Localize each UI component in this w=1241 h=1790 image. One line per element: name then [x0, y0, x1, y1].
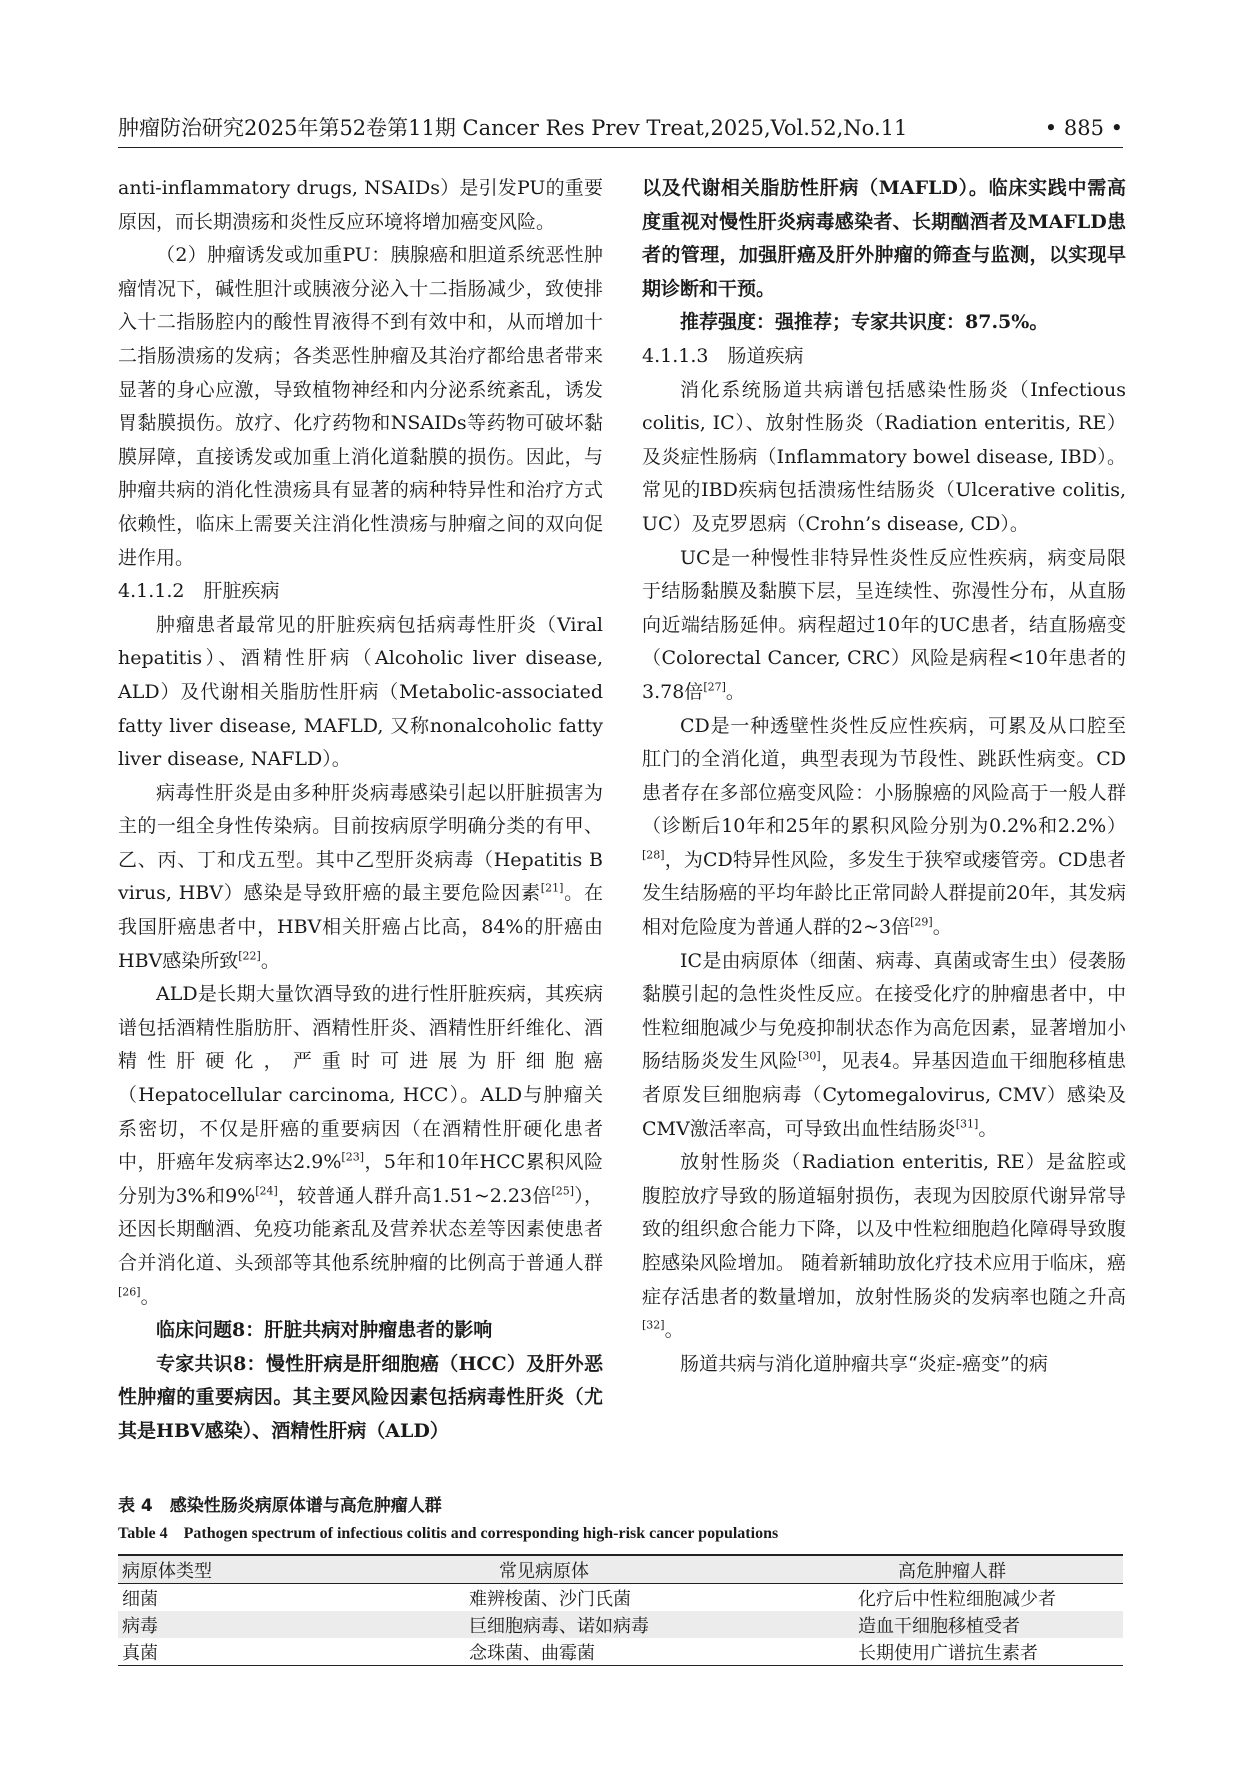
paragraph-text: 。 — [978, 1117, 998, 1140]
paragraph-text: 临床问题8：肝脏共病对肿瘤患者的影响 — [156, 1319, 493, 1342]
left-column — [118, 172, 603, 1449]
right-column — [642, 172, 1126, 1381]
table-cell: 巨细胞病毒、诺如病毒 — [469, 1615, 649, 1637]
table-header-cell: 常见病原体 — [499, 1560, 589, 1582]
paragraph-text: 病毒性肝炎是由多种肝炎病毒感染引起以肝脏损害为主的一组全身性传染病。目前按病原学明确分类的有甲、乙、丙、丁和戊五型。其中乙型肝炎病毒（Hepatitis B virus, HBV）感染是导致肝癌的最主要危险因素 — [118, 781, 603, 905]
paragraph — [642, 306, 1126, 340]
paragraph — [642, 945, 1126, 1147]
citation-ref: [23] — [341, 1150, 365, 1164]
table-cell: 难辨梭菌、沙门氏菌 — [469, 1588, 631, 1610]
citation-ref: [21] — [540, 882, 564, 896]
paragraph — [642, 172, 1126, 306]
table-row — [118, 1611, 1123, 1638]
paragraph — [118, 239, 603, 575]
paragraph — [642, 542, 1126, 710]
paragraph — [642, 1348, 1126, 1382]
citation-ref: [22] — [238, 949, 261, 963]
table-cell: 真菌 — [122, 1642, 158, 1664]
paragraph-text: anti-inflammatory drugs, NSAIDs）是引发PU的重要原因，而长期溃疡和炎性反应环境将增加癌变风险。 — [118, 177, 603, 233]
paragraph — [118, 172, 603, 239]
paragraph-text: ALD是长期大量饮酒导致的进行性肝脏疾病，其疾病谱包括酒精性脂肪肝、酒精性肝炎、酒精性肝纤维化、酒精性肝硬化，严重时可进展为肝细胞癌（Hepatocellular carcinoma, HCC）。ALD与肿瘤关系密切，不仅是肝癌的重要病因（在酒精性肝硬化患者中，肝癌年发病率达2.9% — [118, 983, 603, 1174]
paragraph-text: UC是一种慢性非特异性炎性反应性疾病，病变局限于结肠黏膜及黏膜下层，呈连续性、弥漫性分布，从直肠向近端结肠延伸。病程超过10年的UC患者，结直肠癌变（Colorectal Cancer, CRC）风险是病程<10年患者的3.78倍 — [642, 546, 1126, 703]
header-rule — [118, 147, 1123, 148]
journal-citation: 肿瘤防治研究2025年第52卷第11期 Cancer Res Prev Treat,2025,Vol.52,No.11 — [118, 116, 908, 140]
paragraph-text: 以及代谢相关脂肪性肝病（MAFLD）。临床实践中需高度重视对慢性肝炎病毒感染者、长期酗酒者及MAFLD患者的管理，加强肝癌及肝外肿瘤的筛查与监测，以实现早期诊断和干预。 — [642, 177, 1126, 300]
paragraph — [118, 978, 603, 1314]
table-cell: 长期使用广谱抗生素者 — [858, 1642, 1038, 1664]
table-header-row — [118, 1555, 1123, 1584]
paragraph-text: ，5年和10年HCC累积风险分别为3%和9% — [118, 1151, 603, 1207]
table-row — [118, 1638, 1123, 1666]
table-4 — [118, 1554, 1123, 1666]
paragraph — [642, 1146, 1126, 1348]
citation-ref: [28] — [642, 848, 665, 862]
paragraph-text: 。 — [932, 916, 952, 939]
paragraph-text: 4.1.1.2 肝脏疾病 — [118, 580, 280, 603]
paragraph-text: ，较普通人群升高1.51~2.23倍 — [277, 1184, 552, 1207]
table-cell: 细菌 — [122, 1588, 158, 1610]
paragraph-text: ，为CD特异性风险，多发生于狭窄或瘘管旁。CD患者发生结肠癌的平均年龄比正常同龄人群提前20年，其发病相对危险度为普通人群的2~3倍 — [642, 848, 1126, 939]
table-header-cell: 高危肿瘤人群 — [898, 1560, 1006, 1582]
citation-ref: [31] — [955, 1117, 979, 1131]
citation-ref: [29] — [910, 915, 933, 929]
running-header — [118, 110, 1123, 146]
paragraph-text: 。 — [140, 1285, 160, 1308]
paragraph-text: 消化系统肠道共病谱包括感染性肠炎（Infectious colitis, IC）、放射性肠炎（Radiation enteritis, RE）及炎症性肠病（Inflammatory bowel disease, IBD）。常见的IBD疾病包括溃疡性结肠炎（Ulcerative colitis, UC）及克罗恩病（Crohn’s disease, CD）。 — [642, 378, 1126, 535]
table-caption-en: Table 4 Pathogen spectrum of infectious colitis and corresponding high-risk cancer populations — [118, 1525, 779, 1542]
paragraph-text: 推荐强度：强推荐；专家共识度：87.5%。 — [680, 311, 1049, 334]
paragraph-text: ，见表4。异基因造血干细胞移植患者原发巨细胞病毒（Cytomegalovirus, CMV）感染及CMV激活率高，可导致出血性结肠炎 — [642, 1050, 1126, 1140]
page-number: • 885 • — [1044, 116, 1123, 140]
section-heading — [642, 340, 1126, 374]
table-row — [118, 1584, 1123, 1612]
table-cell: 病毒 — [122, 1615, 158, 1637]
paragraph-text: 。 — [725, 680, 745, 703]
paragraph-text: 放射性肠炎（Radiation enteritis, RE）是盆腔或腹腔放疗导致的肠道辐射损伤，表现为因胶原代谢异常导致的组织愈合能力下降，以及中性粒细胞趋化障碍导致腹腔感染风险增加。 随着新辅助放化疗技术应用于临床，癌症存活患者的数量增加，放射性肠炎的发病率也随之升高 — [642, 1151, 1126, 1308]
citation-ref: [27] — [703, 680, 726, 694]
paragraph-text: 4.1.1.3 肠道疾病 — [642, 344, 804, 367]
table-cell: 念珠菌、曲霉菌 — [469, 1642, 595, 1664]
paragraph — [118, 777, 603, 979]
citation-ref: [30] — [798, 1050, 821, 1064]
paragraph-text: （2）肿瘤诱发或加重PU：胰腺癌和胆道系统恶性肿瘤情况下，碱性胆汁或胰液分泌入十二指肠减少，致使排入十二指肠腔内的酸性胃液得不到有效中和，从而增加十二指肠溃疡的发病；各类恶性肿瘤及其治疗都给患者带来显著的身心应激，导致植物神经和内分泌系统紊乱，诱发胃黏膜损伤。放疗、化疗药物和NSAIDs等药物可破坏黏膜屏障，直接诱发或加重上消化道黏膜的损伤。因此，与肿瘤共病的消化性溃疡具有显著的病种特异性和治疗方式依赖性，临床上需要关注消化性溃疡与肿瘤之间的双向促进作用。 — [118, 244, 603, 569]
citation-ref: [25] — [551, 1184, 575, 1198]
paragraph — [642, 710, 1126, 945]
paragraph-text: IC是由病原体（细菌、病毒、真菌或寄生虫）侵袭肠黏膜引起的急性炎性反应。在接受化疗的肿瘤患者中，中性粒细胞减少与免疫抑制状态作为高危因素，显著增加小肠结肠炎发生风险 — [642, 949, 1126, 1073]
paragraph-text: 肠道共病与消化道肿瘤共享“炎症-癌变”的病 — [680, 1352, 1048, 1375]
table-header-cell: 病原体类型 — [122, 1560, 212, 1582]
paragraph — [642, 374, 1126, 542]
section-heading — [118, 575, 603, 609]
paragraph-text: ），还因长期酗酒、免疫功能紊乱及营养状态差等因素使患者合并消化道、头颈部等其他系统肿瘤的比例高于普通人群 — [118, 1184, 603, 1274]
paragraph-text: CD是一种透壁性炎性反应性疾病，可累及从口腔至肛门的全消化道，典型表现为节段性、跳跃性病变。CD患者存在多部位癌变风险：小肠腺癌的风险高于一般人群（诊断后10年和25年的累积风险分别为0.2%和2.2%） — [642, 714, 1126, 838]
citation-ref: [24] — [255, 1184, 278, 1198]
citation-ref: [32] — [642, 1318, 665, 1332]
table-cell: 造血干细胞移植受者 — [858, 1615, 1020, 1637]
table-caption-cn: 表 4 感染性肠炎病原体谱与高危肿瘤人群 — [118, 1496, 442, 1516]
citation-ref: [26] — [118, 1285, 141, 1299]
paragraph-text: 肿瘤患者最常见的肝脏疾病包括病毒性肝炎（Viral hepatitis）、酒精性肝病（Alcoholic liver disease, ALD）及代谢相关脂肪性肝病（Metabolic-associated fatty liver disease, MAFLD, 又称nonalcoholic fatty liver disease, NAFLD）。 — [118, 613, 603, 771]
table-cell: 化疗后中性粒细胞减少者 — [858, 1588, 1056, 1610]
paragraph-text: 。 — [664, 1319, 684, 1342]
paragraph-text: 。 — [260, 949, 280, 972]
paragraph-text: 。在我国肝癌患者中，HBV相关肝癌占比高，84%的肝癌由HBV感染所致 — [118, 882, 603, 972]
paragraph — [118, 609, 603, 777]
paragraph — [118, 1348, 603, 1449]
paragraph — [118, 1314, 603, 1348]
paragraph-text: 专家共识8：慢性肝病是肝细胞癌（HCC）及肝外恶性肿瘤的重要病因。其主要风险因素包括病毒性肝炎（尤其是HBV感染）、酒精性肝病（ALD） — [118, 1352, 603, 1442]
